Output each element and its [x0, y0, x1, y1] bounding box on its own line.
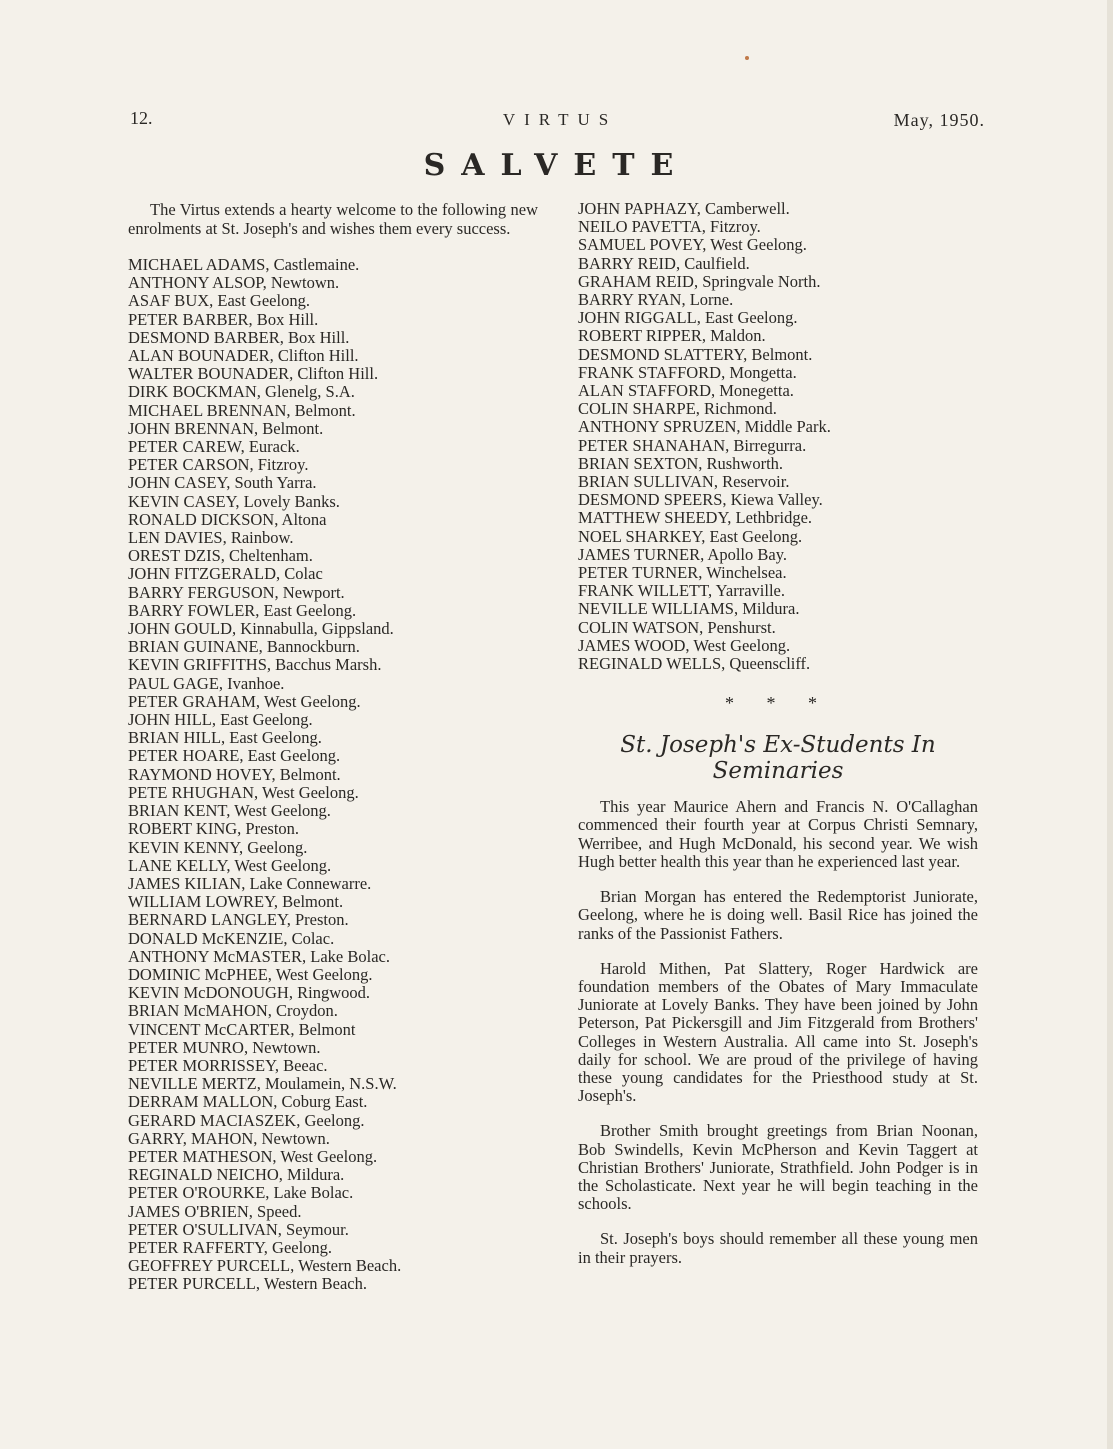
enrolment-entry: COLIN SHARPE, Richmond. — [578, 399, 777, 419]
enrolment-entry: BARRY FERGUSON, Newport. — [128, 582, 345, 602]
enrolment-entry: COLIN WATSON, Penshurst. — [578, 617, 776, 637]
enrolment-entry: ANTHONY SPRUZEN, Middle Park. — [578, 417, 831, 437]
intro-paragraph: The Virtus extends a hearty welcome to the following new enrolments at St. Joseph's and wishes them every success. — [128, 200, 538, 238]
enrolment-entry: BRIAN SEXTON, Rushworth. — [578, 453, 784, 473]
enrolment-entry: ASAF BUX, East Geelong. — [128, 291, 310, 311]
article-paragraph: Brian Morgan has entered the Redemptorist Juniorate, Geelong, where he is doing well. Basil Rice has joined the ranks of the Passionist Fathers. — [578, 887, 978, 943]
article-paragraph: Harold Mithen, Pat Slattery, Roger Hardwick are foundation members of the Obates of Mary Immaculate Juniorate at Lovely Banks. They have been joined by John Peterson, Pat Pickersgill and Jim Fitzgerald from Brothers' Colleges in Western Australia. All came into St. Joseph's daily for school. We are proud of the privilege of having these young candidates for the Priesthood study at St. Joseph's. — [578, 958, 978, 1106]
enrolment-entry: VINCENT McCARTER, Belmont — [128, 1019, 356, 1039]
enrolment-entry: REGINALD NEICHO, Mildura. — [128, 1165, 345, 1185]
enrolment-entry: PETER MUNRO, Newtown. — [128, 1037, 321, 1057]
enrolment-entry: BRIAN KENT, West Geelong. — [128, 801, 331, 821]
enrolment-entry: BARRY FOWLER, East Geelong. — [128, 600, 357, 620]
enrolment-entry: ANTHONY McMASTER, Lake Bolac. — [128, 946, 390, 966]
enrolment-entry: BARRY RYAN, Lorne. — [578, 290, 734, 310]
enrolment-entry: ANTHONY ALSOP, Newtown. — [128, 273, 340, 293]
enrolment-entry: REGINALD WELLS, Queenscliff. — [578, 654, 811, 674]
enrolment-list-left — [128, 256, 538, 1294]
enrolment-entry: PETER O'SULLIVAN, Seymour. — [128, 1219, 349, 1239]
enrolment-entry: GARRY, MAHON, Newtown. — [128, 1128, 330, 1148]
enrolment-entry: MICHAEL ADAMS, Castlemaine. — [128, 255, 360, 274]
enrolment-entry: PETER TURNER, Winchelsea. — [578, 563, 787, 583]
enrolment-entry: JOHN HILL, East Geelong. — [128, 710, 313, 730]
page-number: 12. — [130, 108, 153, 128]
left-column — [128, 200, 538, 1294]
enrolment-entry: WILLIAM LOWREY, Belmont. — [128, 892, 344, 912]
enrolment-entry: PETER O'ROURKE, Lake Bolac. — [128, 1183, 354, 1203]
article-paragraph: St. Joseph's boys should remember all these young men in their prayers. — [578, 1229, 978, 1267]
article-paragraph: This year Maurice Ahern and Francis N. O'Callaghan commenced their fourth year at Corpus Christi Semnary, Werribee, and Hugh McDonald, his second year. We wish Hugh better health this year than he experienced last year. — [578, 797, 978, 871]
ink-speck — [745, 56, 749, 60]
article-paragraph: Brother Smith brought greetings from Brian Noonan, Bob Swindells, Kevin McPherson and Kevin Taggert at Christian Brothers' Juniorate, Strathfield. John Podger is in the Scholasticate. Next year he will begin teaching in the schools. — [578, 1121, 978, 1214]
enrolment-entry: DIRK BOCKMAN, Glenelg, S.A. — [128, 382, 355, 402]
enrolment-entry: JAMES KILIAN, Lake Connewarre. — [128, 873, 372, 893]
enrolment-entry: BARRY REID, Caulfield. — [578, 253, 750, 273]
enrolment-entry: JOHN RIGGALL, East Geelong. — [578, 308, 798, 328]
section-title: St. Joseph's Ex-Students In Seminaries — [620, 732, 936, 785]
enrolment-entry: DESMOND SPEERS, Kiewa Valley. — [578, 490, 823, 510]
enrolment-entry: LANE KELLY, West Geelong. — [128, 855, 332, 875]
page-edge — [1107, 0, 1113, 1449]
enrolment-entry: PETER SHANAHAN, Birregurra. — [578, 435, 807, 455]
enrolment-entry: BRIAN SULLIVAN, Reservoir. — [578, 472, 790, 492]
enrolment-entry: FRANK WILLETT, Yarraville. — [578, 581, 785, 601]
enrolment-entry: KEVIN CASEY, Lovely Banks. — [128, 491, 340, 511]
enrolment-entry: PETER CAREW, Eurack. — [128, 437, 300, 457]
enrolment-entry: JOHN FITZGERALD, Colac — [128, 564, 323, 584]
enrolment-entry: MATTHEW SHEEDY, Lethbridge. — [578, 508, 813, 528]
enrolment-entry: GRAHAM REID, Springvale North. — [578, 271, 821, 291]
enrolment-entry: JOHN GOULD, Kinnabulla, Gippsland. — [128, 619, 394, 639]
enrolment-entry: ALAN STAFFORD, Monegetta. — [578, 381, 794, 401]
enrolment-entry: ALAN BOUNADER, Clifton Hill. — [128, 346, 359, 366]
enrolment-entry: DOMINIC McPHEE, West Geelong. — [128, 964, 373, 984]
enrolment-entry: PETER BARBER, Box Hill. — [128, 309, 319, 329]
enrolment-entry: ROBERT RIPPER, Maldon. — [578, 326, 766, 346]
enrolment-entry: DERRAM MALLON, Coburg East. — [128, 1092, 368, 1112]
enrolment-entry: FRANK STAFFORD, Mongetta. — [578, 362, 797, 382]
enrolment-entry: ROBERT KING, Preston. — [128, 819, 300, 839]
page-header — [0, 108, 1113, 138]
enrolment-entry: DONALD McKENZIE, Colac. — [128, 928, 335, 948]
enrolment-entry: PETER HOARE, East Geelong. — [128, 746, 341, 766]
enrolment-entry: PETER GRAHAM, West Geelong. — [128, 691, 361, 711]
enrolment-entry: JAMES TURNER, Apollo Bay. — [578, 544, 788, 564]
enrolment-entry: BRIAN GUINANE, Bannockburn. — [128, 637, 360, 657]
enrolment-entry: BRIAN HILL, East Geelong. — [128, 728, 322, 748]
enrolment-entry: BERNARD LANGLEY, Preston. — [128, 910, 349, 930]
enrolment-entry: JOHN BRENNAN, Belmont. — [128, 418, 324, 438]
enrolment-entry: KEVIN GRIFFITHS, Bacchus Marsh. — [128, 655, 382, 675]
enrolment-entry: NEVILLE WILLIAMS, Mildura. — [578, 599, 800, 619]
enrolment-entry: PAUL GAGE, Ivanhoe. — [128, 673, 285, 693]
enrolment-entry: PETER RAFFERTY, Geelong. — [128, 1237, 333, 1257]
enrolment-entry: PETER MORRISSEY, Beeac. — [128, 1055, 328, 1075]
enrolment-entry: JAMES O'BRIEN, Speed. — [128, 1201, 302, 1221]
enrolment-entry: JOHN CASEY, South Yarra. — [128, 473, 317, 493]
enrolment-entry: BRIAN McMAHON, Croydon. — [128, 1001, 338, 1021]
issue-date: May, 1950. — [893, 110, 985, 130]
enrolment-entry: GEOFFREY PURCELL, Western Beach. — [128, 1256, 402, 1276]
section-separator: * * * — [725, 693, 831, 714]
enrolment-entry: SAMUEL POVEY, West Geelong. — [578, 235, 807, 255]
enrolment-entry: GERARD MACIASZEK, Geelong. — [128, 1110, 365, 1130]
enrolment-entry: RAYMOND HOVEY, Belmont. — [128, 764, 341, 784]
enrolment-entry: DESMOND SLATTERY, Belmont. — [578, 344, 813, 364]
enrolment-entry: JAMES WOOD, West Geelong. — [578, 635, 791, 655]
enrolment-entry: PETER CARSON, Fitzroy. — [128, 455, 309, 475]
enrolment-entry: NEVILLE MERTZ, Moulamein, N.S.W. — [128, 1074, 397, 1094]
enrolment-entry: PETER MATHESON, West Geelong. — [128, 1146, 378, 1166]
enrolment-entry: OREST DZIS, Cheltenham. — [128, 546, 313, 566]
publication-name: VIRTUS — [502, 110, 618, 129]
enrolment-entry: NEILO PAVETTA, Fitzroy. — [578, 217, 761, 237]
enrolment-entry: WALTER BOUNADER, Clifton Hill. — [128, 364, 379, 384]
enrolment-entry: LEN DAVIES, Rainbow. — [128, 528, 294, 548]
enrolment-entry: NOEL SHARKEY, East Geelong. — [578, 526, 803, 546]
article-body — [578, 798, 978, 1266]
enrolment-entry: JOHN PAPHAZY, Camberwell. — [578, 199, 790, 218]
enrolment-entry: PETE RHUGHAN, West Geelong. — [128, 782, 359, 802]
right-column — [578, 200, 978, 1284]
page-title: SALVETE — [423, 148, 690, 183]
enrolment-entry: MICHAEL BRENNAN, Belmont. — [128, 400, 356, 420]
enrolment-entry: DESMOND BARBER, Box Hill. — [128, 327, 350, 347]
enrolment-entry: KEVIN KENNY, Geelong. — [128, 837, 308, 857]
enrolment-entry: RONALD DICKSON, Altona — [128, 509, 327, 529]
enrolment-entry: PETER PURCELL, Western Beach. — [128, 1274, 367, 1294]
enrolment-list-right — [578, 200, 978, 673]
enrolment-entry: KEVIN McDONOUGH, Ringwood. — [128, 983, 370, 1003]
